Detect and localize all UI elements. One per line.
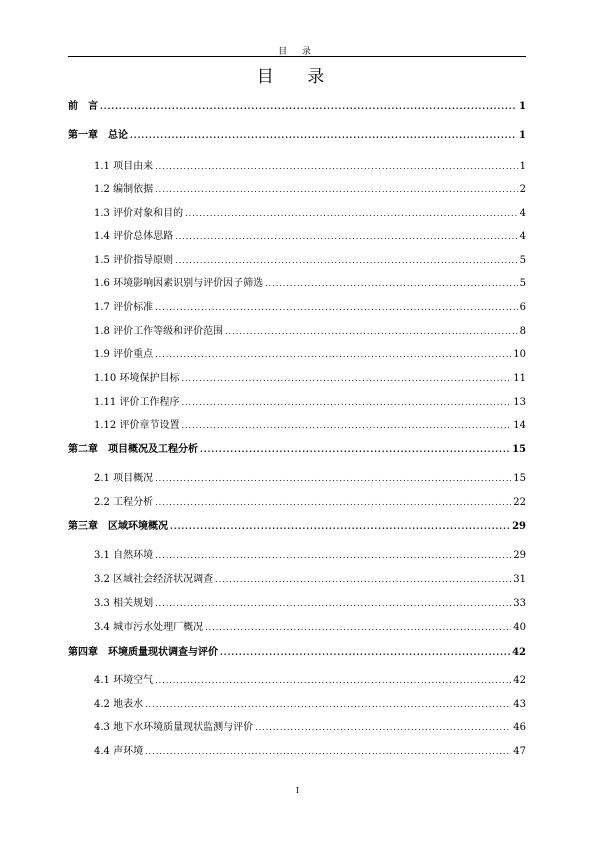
toc-entry-page: 47 xyxy=(513,746,526,757)
toc-section-entry[interactable] xyxy=(68,348,526,362)
toc-entry-label: 1.7 评价标准 xyxy=(94,302,154,313)
toc-entry-label: 3.3 相关规划 xyxy=(94,598,154,609)
toc-entry-label: 1.1 项目由来 xyxy=(94,161,154,172)
page-title: 目 录 xyxy=(256,67,339,87)
toc-section-entry[interactable] xyxy=(68,301,526,315)
toc-section-entry[interactable] xyxy=(68,419,526,433)
toc-entry-page: 14 xyxy=(513,420,526,431)
toc-entry-label: 1.10 环境保护目标 xyxy=(94,373,180,384)
toc-entry-page: 15 xyxy=(513,473,526,484)
toc-entry-label: 1.11 评价工作程序 xyxy=(94,397,180,408)
toc-leader-dots xyxy=(155,160,518,174)
toc-section-entry[interactable] xyxy=(68,183,526,197)
toc-entry-label: 4.4 声环境 xyxy=(94,746,144,757)
toc-entry-label: 2.2 工程分析 xyxy=(94,497,154,508)
toc-entry-page: 2 xyxy=(519,184,526,195)
toc-entry-page: 5 xyxy=(519,278,526,289)
toc-leader-dots xyxy=(265,277,518,291)
toc-leader-dots xyxy=(225,325,518,339)
toc-section-entry[interactable] xyxy=(68,698,526,712)
toc-leader-dots xyxy=(200,442,510,456)
toc-section-entry[interactable] xyxy=(68,207,526,221)
toc-chapter-entry[interactable] xyxy=(68,645,526,659)
toc-leader-dots xyxy=(130,128,517,142)
toc-entry-label: 1.12 评价章节设置 xyxy=(94,420,180,431)
toc-entry-page: 40 xyxy=(513,622,526,633)
toc-entry-label: 1.9 评价重点 xyxy=(94,349,154,360)
toc-entry-label: 1.2 编制依据 xyxy=(94,184,154,195)
toc-entry-label: 3.4 城市污水处理厂概况 xyxy=(94,622,204,633)
toc-section-entry[interactable] xyxy=(68,745,526,759)
toc-section-entry[interactable] xyxy=(68,496,526,510)
toc-entry-page: 22 xyxy=(513,497,526,508)
toc-entry-label: 第四章 环境质量现状调查与评价 xyxy=(68,647,218,658)
toc-entry-label: 第一章 总论 xyxy=(68,130,128,141)
page-number: I xyxy=(295,786,300,795)
toc-entry-label: 第三章 区域环境概况 xyxy=(68,521,168,532)
toc-leader-dots xyxy=(155,674,511,688)
toc-entry-page: 11 xyxy=(513,373,526,384)
toc-leader-dots xyxy=(215,573,511,587)
toc-entry-label: 1.6 环境影响因素识别与评价因子筛选 xyxy=(94,278,264,289)
running-header: 目 录 xyxy=(278,47,317,57)
toc-leader-dots xyxy=(145,698,511,712)
toc-entry-page: 42 xyxy=(512,647,526,658)
toc-entry-page: 8 xyxy=(519,326,526,337)
toc-leader-dots xyxy=(220,645,510,659)
toc-entry-page: 33 xyxy=(513,598,526,609)
toc-leader-dots xyxy=(155,301,518,315)
toc-entry-label: 1.4 评价总体思路 xyxy=(94,231,174,242)
toc-section-entry[interactable] xyxy=(68,372,526,386)
toc-entry-page: 1 xyxy=(519,161,526,172)
toc-entry-label: 前 言 xyxy=(68,101,98,112)
toc-entry-label: 第二章 项目概况及工程分析 xyxy=(68,444,198,455)
toc-section-entry[interactable] xyxy=(68,621,526,635)
toc-leader-dots xyxy=(155,348,511,362)
toc-entry-page: 46 xyxy=(513,722,526,733)
toc-leader-dots xyxy=(145,745,511,759)
toc-section-entry[interactable] xyxy=(68,277,526,291)
toc-section-entry[interactable] xyxy=(68,549,526,563)
toc-entry-page: 10 xyxy=(513,349,526,360)
toc-leader-dots xyxy=(175,254,518,268)
toc-section-entry[interactable] xyxy=(68,472,526,486)
toc-chapter-entry[interactable] xyxy=(68,99,526,113)
toc-leader-dots xyxy=(181,419,511,433)
toc-leader-dots xyxy=(155,183,518,197)
toc-leader-dots xyxy=(100,99,517,113)
toc-entry-label: 2.1 项目概况 xyxy=(94,473,154,484)
toc-entry-label: 3.2 区域社会经济状况调查 xyxy=(94,574,214,585)
toc-entry-page: 29 xyxy=(512,521,526,532)
toc-entry-page: 43 xyxy=(513,699,526,710)
toc-leader-dots xyxy=(205,621,511,635)
toc-leader-dots xyxy=(185,207,518,221)
toc-entry-label: 4.1 环境空气 xyxy=(94,675,154,686)
toc-entry-page: 31 xyxy=(513,574,526,585)
toc-section-entry[interactable] xyxy=(68,674,526,688)
toc-leader-dots xyxy=(181,396,511,410)
toc-leader-dots xyxy=(255,721,511,735)
toc-entry-page: 5 xyxy=(519,255,526,266)
toc-entry-page: 42 xyxy=(513,675,526,686)
toc-section-entry[interactable] xyxy=(68,597,526,611)
header-divider xyxy=(68,56,526,57)
toc-leader-dots xyxy=(181,372,511,386)
toc-entry-label: 4.2 地表水 xyxy=(94,699,144,710)
toc-section-entry[interactable] xyxy=(68,573,526,587)
toc-section-entry[interactable] xyxy=(68,396,526,410)
toc-entry-label: 1.8 评价工作等级和评价范围 xyxy=(94,326,224,337)
toc-leader-dots xyxy=(170,519,510,533)
toc-entry-page: 4 xyxy=(519,231,526,242)
toc-leader-dots xyxy=(155,472,511,486)
toc-section-entry[interactable] xyxy=(68,721,526,735)
toc-chapter-entry[interactable] xyxy=(68,128,526,142)
toc-entry-label: 1.5 评价指导原则 xyxy=(94,255,174,266)
toc-section-entry[interactable] xyxy=(68,254,526,268)
toc-entry-page: 13 xyxy=(513,397,526,408)
toc-section-entry[interactable] xyxy=(68,230,526,244)
toc-chapter-entry[interactable] xyxy=(68,442,526,456)
toc-entry-label: 4.3 地下水环境质量现状监测与评价 xyxy=(94,722,254,733)
toc-entry-page: 4 xyxy=(519,208,526,219)
toc-entry-label: 1.3 评价对象和目的 xyxy=(94,208,184,219)
toc-chapter-entry[interactable] xyxy=(68,519,526,533)
toc-entry-page: 29 xyxy=(513,550,526,561)
toc-leader-dots xyxy=(155,496,511,510)
toc-section-entry[interactable] xyxy=(68,160,526,174)
toc-entry-page: 1 xyxy=(519,130,526,141)
toc-entry-page: 6 xyxy=(519,302,526,313)
toc-entry-page: 15 xyxy=(512,444,526,455)
toc-leader-dots xyxy=(155,549,511,563)
toc-leader-dots xyxy=(155,597,511,611)
toc-section-entry[interactable] xyxy=(68,325,526,339)
toc-entry-page: 1 xyxy=(519,101,526,112)
toc-entry-label: 3.1 自然环境 xyxy=(94,550,154,561)
toc-leader-dots xyxy=(175,230,518,244)
